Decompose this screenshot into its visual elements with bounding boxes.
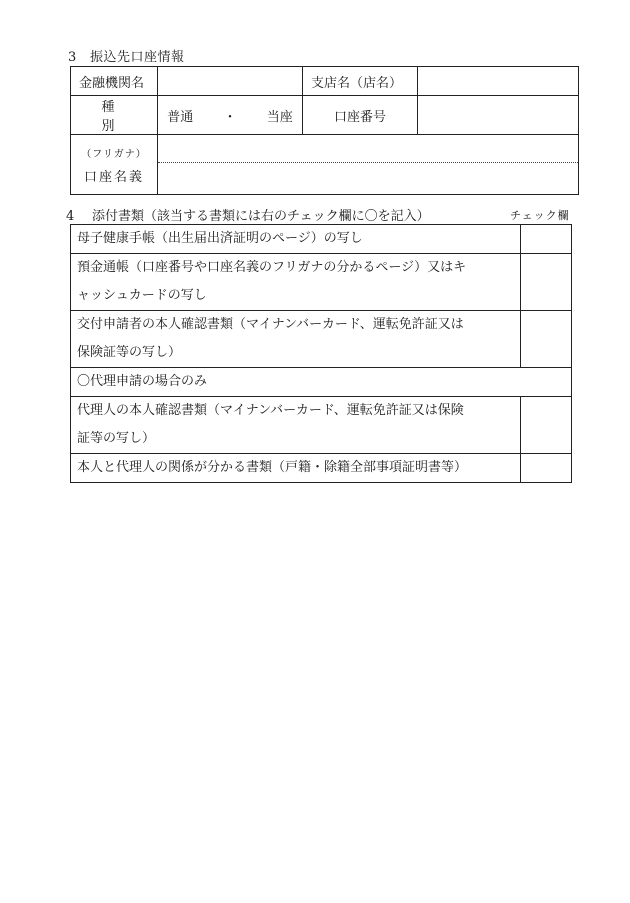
furigana-label: （フリガナ） <box>81 148 147 160</box>
section3-number: 3 <box>68 50 77 65</box>
bank-name-field[interactable] <box>158 67 303 96</box>
attachments-table <box>70 224 572 483</box>
account-holder-field-cell <box>158 135 579 195</box>
account-type-current[interactable]: 当座 <box>266 109 293 125</box>
bank-row <box>71 67 579 96</box>
section4-title: 添付書類（該当する書類には右のチェック欄に〇を記入） <box>92 209 430 224</box>
attachment-text: 本人と代理人の関係が分かる書類（戸籍・除籍全部事項証明書等） <box>71 454 521 483</box>
attachment-check-box[interactable] <box>521 254 572 311</box>
attachment-row <box>71 311 572 368</box>
bank-name-label: 金融機関名 <box>71 67 158 96</box>
attachment-text-line: 預金通帳（口座番号や口座名義のフリガナの分かるページ）又はキ <box>77 260 467 275</box>
check-column-label: チェック欄 <box>510 209 570 222</box>
attachment-row <box>71 254 572 311</box>
attachment-check-box[interactable] <box>521 311 572 368</box>
attachment-text-line: 代理人の本人確認書類（マイナンバーカード、運転免許証又は保険 <box>77 403 464 418</box>
section3-title: 振込先口座情報 <box>90 50 185 65</box>
account-holder-name-field[interactable] <box>158 163 578 194</box>
attachment-row <box>71 225 572 254</box>
attachment-row <box>71 454 572 483</box>
attachment-text <box>71 254 521 311</box>
account-type-options[interactable] <box>158 96 303 135</box>
account-type-label: 種 別 <box>71 96 158 135</box>
branch-name-field[interactable] <box>418 67 579 96</box>
account-holder-furigana-field[interactable] <box>158 135 578 163</box>
attachment-text-line: ャッシュカードの写し <box>77 288 207 303</box>
section4-number: 4 <box>66 209 75 224</box>
account-holder-label-cell <box>71 135 158 195</box>
account-holder-label: 口座名義 <box>83 169 144 185</box>
attachment-text: 母子健康手帳（出生届出済証明のページ）の写し <box>71 225 521 254</box>
attachment-text-line: 交付申請者の本人確認書類（マイナンバーカード、運転免許証又は <box>77 317 464 332</box>
type-row <box>71 96 579 135</box>
account-type-ordinary[interactable]: 普通 <box>167 109 194 125</box>
attachment-check-box[interactable] <box>521 454 572 483</box>
account-type-separator: ・ <box>223 109 237 125</box>
attachment-row <box>71 397 572 454</box>
proxy-only-row <box>71 368 572 397</box>
attachment-text <box>71 311 521 368</box>
account-number-field[interactable] <box>418 96 579 135</box>
attachment-check-box[interactable] <box>521 225 572 254</box>
attachment-check-box[interactable] <box>521 397 572 454</box>
branch-name-label: 支店名（店名） <box>303 67 418 96</box>
attachment-text <box>71 397 521 454</box>
bank-account-table <box>70 66 579 195</box>
attachment-text-line: 証等の写し） <box>77 431 156 446</box>
section4-heading <box>66 205 430 224</box>
account-number-label: 口座番号 <box>303 96 418 135</box>
attachment-text-line: 保険証等の写し） <box>77 345 182 360</box>
proxy-only-label: 〇代理申請の場合のみ <box>71 368 572 397</box>
holder-row <box>71 135 579 195</box>
section3-heading <box>68 46 185 65</box>
